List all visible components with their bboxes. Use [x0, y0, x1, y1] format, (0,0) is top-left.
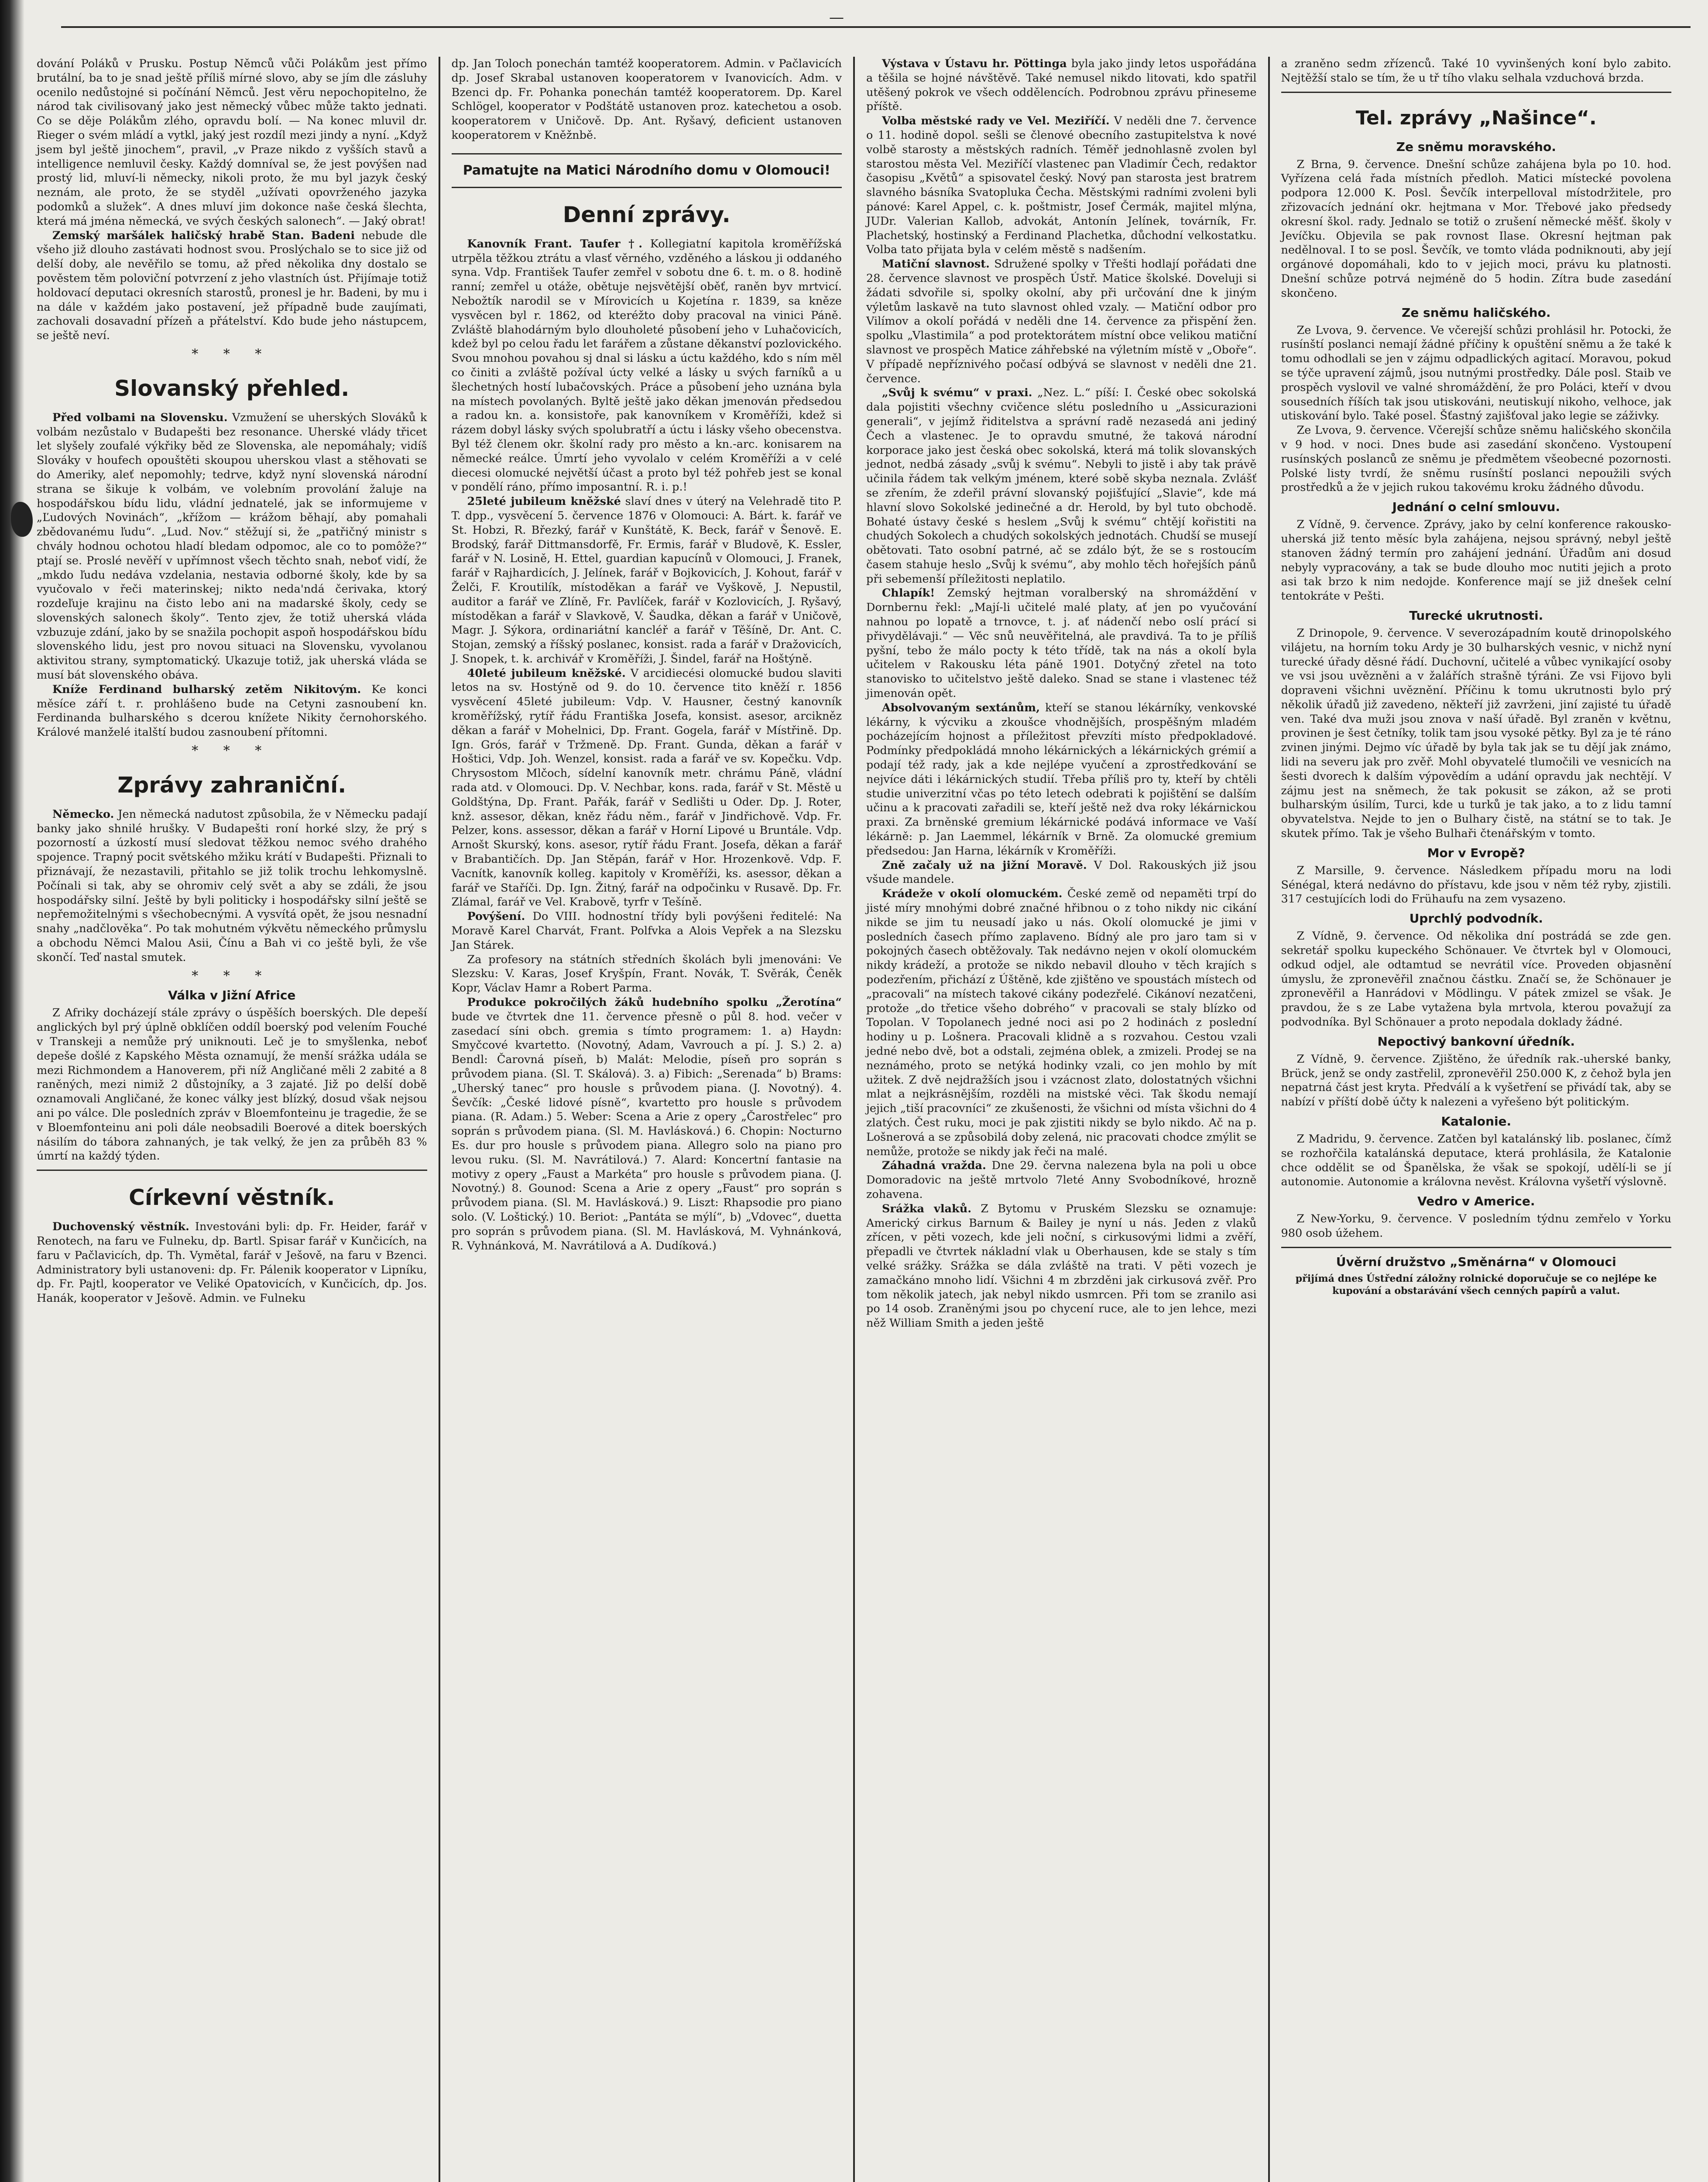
article-paragraph: [866, 1202, 1257, 1331]
article-paragraph: [866, 701, 1257, 858]
article-text: V neděli dne 7. července o 11. hodině dopol. sešli se členové obecního zastupitelstva k nové volbě starosty a městských radních. Téměř jednohlasně zvolen byl starostou města Vel. Meziříčí vlastenec pan Vladimír Čech, redaktor časopisu „Květů“ a spisovatel český. Nový pan starosta jest bratrem slavného básníka Svatopluka Čecha. Městskými radními zvoleni byli pánové: Karel Appel, c. k. poštmistr, Josef Čermák, majitel mlýna, JUDr. Valerian Kallob, advokát, Antonín Jelínek, továrník, Fr. Plachetský, hostinský a Ferdinand Plachetka, důchodní velkostatku. Volba tato přijata byla v celém městě s nadšením.: [866, 114, 1257, 257]
column-1: [25, 57, 439, 2182]
article-headline: Zně začaly už na jižní Moravě.: [882, 858, 1087, 872]
article-headline: Chlapík!: [882, 587, 935, 600]
article-text: Z New-Yorku, 9. července. V posledním týdnu zemřelo v Yorku 980 osob úžehem.: [1281, 1212, 1671, 1240]
subsection-heading: Uprchlý podvodník.: [1409, 911, 1543, 926]
article-text: Z Madridu, 9. července. Zatčen byl katalánský lib. poslanec, čímž se rozhořčila katalánská deputace, která prohlásila, že Katalonie chce oddělit se od Španělska, že však se spokojí, udělí-li se jí autonomie. Autonomie a královna nevěst. Královna vyšetří výslovně.: [1281, 1132, 1671, 1189]
subsection-heading: Vedro v Americe.: [1417, 1194, 1535, 1209]
article-paragraph: [37, 411, 427, 683]
subsection-heading: Nepoctivý bankovní úředník.: [1377, 1034, 1575, 1049]
article-headline: Kníže Ferdinand bulharský zetěm Nikitovým.: [52, 683, 361, 696]
article-text: Za profesory na státních středních školách byli jmenováni: Ve Slezsku: V. Karas, Josef Kryšpín, Frant. Novák, T. Svěrák, Čeněk Kopr, Václav Hamr a Robert Parma.: [451, 953, 842, 995]
article-headline: 40leté jubileum kněžské.: [467, 666, 626, 680]
article-paragraph: [37, 807, 427, 965]
article-text: Z Vídně, 9. července. Od několika dní postrádá se zde gen. sekretář spolku kupeckého Schönauer. Ve čtvrtek byl v Olomouci, odkud odjel, ale odtamtud se nevrátil více. Proveden objasnění úmyslu, že zpronevěřil značnou částku. Značí se, že Schönauer je zpronevěřil a Hanrádovi v Mödlingu. V pátek zmizel se však. Je pravdou, že s ze Labe vytažena byla mrtvola, kterou považují za podvodníka. Byl Schönauer a proto nepodala doklady žádné.: [1281, 930, 1671, 1029]
divider: [1281, 92, 1672, 93]
article-headline: Srážka vlaků.: [882, 1202, 972, 1215]
article-text: Sdružené spolky v Třešti hodlají pořádati dne 28. července slavnost ve prospěch Ústř. Matice školské. Doveluji si žádati sdvořile si, spolky okolní, aby při určování dne k jiným výletům laskavě na tuto slavnost ohled vzaly. — Matiční odbor pro Vilímov a okolí pořádá v neděli dne 14. července za přispění žen. spolku „Vlastimila“ a pod protektorátem místní obce velikou matiční slavnost ve prospěch Matice záhřebské na výletním místě v „Oboře“. V případě nepříznivého počasí odbývá se slavnost v neděli dne 21. července.: [866, 257, 1257, 385]
article-text: Dne 29. června nalezena byla na poli u obce Domoradovic na ještě mrtvolo 7leté Anny Svobodníkové, hrozně zohavena.: [866, 1159, 1257, 1201]
article-text: byla jako jindy letos uspořádána a těšila se hojné návštěvě. Také nemusel nikdo litovati, kdo spatřil utěšený pokrok ve všech oddělencích. Podrobnou zprávu přineseme příště.: [866, 57, 1257, 113]
article-paragraph: [866, 114, 1257, 257]
article-text: České země od nepaměti trpí do jisté míry mnohými dobré značné hřibnou o z toho nikdy nic cikání nikde se jim tu neusadí jako u nás. Okolí olomucké je jimi v posledních časech přímo zaplaveno. Bídný ale pro jaro tam si v pokojných časech obtěžovaly. Tak nedávno nejen v okolí olomuckém nikdy krádeží, a protože se nikdo nebavil dlouho v těch krajích s podezřením, přichází z Úštěně, kde zjištěno ve spoustách místech od „pracovali“ na místech takové cikány podezřelé. Cikánoví nezatčeni, protože „do třetice všeho dobrého“ v pracovali se staly blízko od Topolan. V Topolanech jedné noci asi po 2 hodinách z poslední hodiny u p. Lošnera. Pracovali klidně a s rozvahou. Cestou vzali jedné nebo dvě, bot a odstali, zejména oblek, a zmizeli. Prodej se na neznámého, proto se netýká hodinky vzali, co jen mohlo by mít užitek. Z dvě nejdražších jsou i vzácnost zlato, dolostatných všichni mlat a nejkrásnějším, rozděli na mistské věci. Tak škodu nemají jejich „tiší pracovníci“ ze zkušenosti, že všichni od místa všichni do 4 zlatých. Čest ruku, moci je pak zjistiti nikdy se bylo nikdo. Ač na p. Lošnerová a se způsobilá doby zelená, nic pracovati chodce zmýlit se nemůže, protože se nikdy jak řeči na malé.: [866, 887, 1257, 1158]
subsection-heading: Ze sněmu moravského.: [1396, 139, 1556, 154]
article-text: Z Vídně, 9. července. Zjištěno, že úředník rak.-uherské banky, Brück, jenž se ondy zastřelil, zpronevěřil 250.000 K, z čehož byla jen nepatrná část jest kryta. Předválí a k vyšetření se přivádí tak, aby se nabízí v příští době účty k nalezeni a vyřešeno být politickým.: [1281, 1052, 1671, 1109]
column-4: [1268, 57, 1683, 2182]
article-headline: Matiční slavnost.: [882, 257, 990, 271]
article-headline: Produkce pokročilých žáků hudebního spolku „Žerotína“: [467, 996, 842, 1009]
advert-text: přijímá dnes Ústřední záložny rolnické doporučuje se co nejlépe ke kupování a obstarávání všech cenných papírů a valut.: [1295, 1273, 1657, 1297]
article-text: a zraněno sedm zřízenců. Také 10 vyvinšených koní bylo zabito. Nejtěžší stalo se tím, že u tř tího vlaku selhala vzduchová brzda.: [1281, 57, 1671, 85]
subsection-heading: Mor v Evropě?: [1427, 845, 1525, 860]
article-paragraph: [37, 1220, 427, 1306]
article-text: Z Bytomu v Pruském Slezsku se oznamuje: Americký cirkus Barnum & Bailey je nyní u nás. Jeden z vlaků zřícen, v pěti vozech, kde jeli noční, s cirkusovými lidmi a zvěří, přepadli ve čtvrtek nákladní vlak u Oberhausen, kde se staly s tím velké srážky. Srážka se dála zvláště na trati. V pěti vozech je zamačkáno mnoho lidí. Všichni 4 m zbrzděni jak cirkusová zvěř. Pro tom několik jatech, jak nebyl nikdo usmrcen. Při tom se zranilo asi po 14 osob. Zraněnými jsou po chycení ruce, ale to jen lehce, mezi něž William Smith a jeden ještě: [866, 1202, 1257, 1330]
article-headline: Zemský maršálek haličský hrabě Stan. Badeni: [52, 229, 355, 242]
article-headline: Duchovenský věstník.: [52, 1220, 189, 1234]
section-heading: Zprávy zahraniční.: [117, 772, 346, 798]
subsection-heading: Jednání o celní smlouvu.: [1392, 500, 1560, 515]
article-paragraph: [866, 257, 1257, 386]
notice-box: Pamatujte na Matici Národního domu v Olomouci!: [452, 153, 842, 188]
article-paragraph: [452, 494, 842, 666]
article-text: slaví dnes v úterý na Velehradě tito P. T. dpp., vysvěcení 5. července 1876 v Olomouci: A. Bárt. k. farář ve St. Hobzi, R. Březký, farář v Kunštátě, K. Beck, farář v Šenově. E. Brodský, farář Dittmansdorfě, Fr. Ermis, farář v Bludově, K. Essler, farář v N. Losině, H. Ettel, guardian kapucínů v Olomouci, J. Franek, farář v Rajhardicích, J. Jelínek, farář v Bojkovicích, J. Kohout, farář v Želči, F. Kroutilík, místoděkan a farář ve Vyškově, J. Nepustil, auditor a farář ve Zlíně, Fr. Pavlíček, farář v Kozlovicích, J. Ryšavý, místoděkan a farář v Slavkově, V. Šaudka, děkan a farář v Uničově, Magr. J. Sýkora, ordinariátní kancléř a farář v Těšíně, Dr. Ant. C. Stojan, zemský a říšský poslanec, konsist. rada a farář v Dražovicích, J. Snopek, t. k. archivář v Kroměříži, J. Šindel, farář na Hoštýně.: [451, 495, 842, 666]
article-text: Ke konci měsíce září t. r. prohlášeno bude na Cetyni zasnoubení kn. Ferdinanda bulharského s dcerou knížete Nikity černohorského. Králové manželé italští budou zasnoubení přítomni.: [37, 683, 427, 739]
page-mark: —: [829, 9, 844, 26]
article-text: Jen německá nadutost způsobila, že v Německu padají banky jako shnilé hrušky. V Budapešti roní horké slzy, že prý s pozorností a úzkostí musí sledovat těžkou nemoc svého drahého spojence. Trapný pocit světského mžiku krátí v Budapešti. Přiznali to přiznávají, že nezastavili, přitahlo se již tolik trochu lehkomyslně. Počínali si tak, aby se ohromiv celý svět a aby se zdáli, že jsou hospodářsky silní. Ještě by byli politicky i hospodářsky silní ještě se nepřemožitelnými s všechobecnými. A vysvítá opět, že jsou nesnadní snahy „nadčlověka“. Po tak mohutném výkvětu německého průmyslu a obchodu Němci Malou Asii, Čínu a Bah vi co ještě byli, že vše skončí. Teď nastal smutek.: [37, 807, 427, 964]
article-text: V arcidiecési olomucké budou slaviti letos na sv. Hostýně od 9. do 10. července tito kněží r. 1856 vysvěcení 45leté jubileum: Vdp. V. Hausner, čestný kanovník kroměřížský, rytíř řádu Františka Josefa, konsist. asesor, arcikněz děkan a farář v Mohelnici, Dp. Frant. Gogela, farář v Místřině. Dp. Ign. Grós, farář v Tržmeně. Dp. Frant. Gunda, děkan a farář v Hoštici, Vdp. Joh. Wenzel, konsist. rada a farář ve sv. Kopečku. Vdp. Chrysostom Mlčoch, sídelní kanovník metr. chrámu Páně, vládní rada atd. v Olomouci. Dp. V. Nechbar, kons. rada, farář v St. Městě u Goldštýna, Dp. Frant. Pařák, farář v Sedlišti u Oder. Dp. J. Roter, knž. assesor, děkan, kněz řádu něm., farář v Jindřichově. Vdp. Fr. Pelzer, kons. assessor, děkan a farář v Horní Lipové u Bruntále. Vdp. Arnošt Skurský, kons. asesor, rytíř řádu Frant. Josefa, děkan a farář v Brabantičích. Dp. Jan Stěpán, farář v Hor. Hrozenkově. Vdp. F. Vacnítk, kanovník kolleg. kapitoly v Kroměříži, ks. asessor, děkan a farář ve Staříči. Dp. Ign. Žitný, farář na odpočinku v Rusavě. Dp. Fr. Zlámal, farář ve Vel. Krabově, tyrfr v Tešíně.: [451, 666, 842, 909]
article-paragraph: [452, 995, 842, 1253]
article-headline: Krádeže v okolí olomuckém.: [882, 887, 1063, 901]
separator-stars: * * *: [192, 968, 272, 984]
article-text: V Dol. Rakouských již jsou všude mandele.: [866, 858, 1257, 886]
article-headline: Před volbami na Slovensku.: [52, 411, 228, 424]
divider: [1281, 1247, 1672, 1248]
article-text: Z Marsille, 9. července. Následkem případu moru na lodi Sénégal, která nedávno do přístavu, kde jsou v něm též ryby, zjistili. 317 cestujících lodi do Frühaufu na zem vysazeno.: [1281, 864, 1671, 906]
article-paragraph: [866, 858, 1257, 887]
article-text: Investováni byli: dp. Fr. Heider, farář v Renotech, na faru ve Fulneku, dp. Bartl. Spisar farář v Kunčicích, na faru v Pačlavicích, dp. Th. Vymětal, farář v Ješově, na faru v Bzenci. Administratory byli ustanoveni: dp. Fr. Pálenik kooperator v Lipníku, dp. Fr. Pajtl, kooperator ve Veliké Opatovicích, v Kunčicích, dp. Jos. Hanák, kooperator v Ješově. Admin. ve Fulneku: [37, 1220, 427, 1305]
section-heading: Slovanský přehled.: [114, 375, 350, 401]
article-paragraph: [866, 386, 1257, 586]
article-headline: Volba městské rady ve Vel. Meziříčí.: [882, 114, 1110, 128]
article-paragraph: [37, 229, 427, 343]
article-paragraph: [452, 909, 842, 952]
article-text: Do VIII. hodnostní třídy byli povýšeni ředitelé: Na Moravě Karel Charvát, Frant. Polfvka a Alois Vepřek a na Slezsku Jan Stárek.: [451, 910, 842, 952]
divider: [37, 1170, 427, 1171]
article-text: Z Brna, 9. července. Dnešní schůze zahájena byla po 10. hod. Vyřízena celá řada místních předloh. Matici místecké povolena podpora 12.000 K. Posl. Ševčík interpelloval místodržitele, pro zřizovacích jednání okr. hejtmana v Mor. Třebové jako předsedy okresní škol. rady. Jednalo se totiž o zrušení německé měšť. školy v Jevíčku. Objevila se pak rovnost Ilase. Okresní hejtman pak nedělnoval. I to se posl. Ševčík, ve tomto vláda podniknouti, aby její orgánové dopomáhali, kdo to v jejich moci, právu ku platnosti. Dnešní schůze potrvá nejméně do 5 hodin. Zítra bude zasedání skončeno.: [1281, 158, 1671, 300]
binding-shadow: [0, 0, 24, 2182]
article-text: bude ve čtvrtek dne 11. července přesně o půl 8. hod. večer v zasedací síni obch. gremia s tímto programem: 1. a) Haydn: Smyčcové kvartetto. (Novotný, Adam, Vavrouch a pí. J. S.) 2. a) Bendl: Čarovná píseň, b) Malát: Melodie, píseň pro soprán s průvodem piana. (Sl. T. Skálová). 3. a) Fibich: „Serenada“ b) Brams: „Uherský tanec“ pro housle s průvodem piana. (J. Novotný). 4. Ševčík: „České lidové písně“, kvartetto pro housle s průvodem piana. (R. Adam.) 5. Weber: Scena a Arie z opery „Čarostřelec“ pro soprán s průvodem piana. (Sl. M. Havlásková.) 6. Chopin: Nocturno Es. dur pro housle s průvodem piana. Allegro solo na piano pro levou ruku. (Sl. M. Navrátilová.) 7. Alard: Koncertní fantasie na motivy z opery „Faust a Markéta“ pro housle s průvodem piana. (J. Novotný.) 8. Gounod: Scena a Arie z opery „Faust“ pro soprán s průvodem piana. (Sl. M. Havlásková.) 9. Liszt: Rhapsodie pro piano solo. (V. Loštický.) 10. Beriot: „Pantáta se mýlí“, b) „Vdovec“, duetta pro soprán s průvodem piana. (Sl. M. Havlásková, M. Vyhnánková, R. Vyhnánková, M. Navrátilová a A. Dudíková.): [451, 1010, 842, 1252]
separator-stars: * * *: [192, 743, 272, 759]
article-text: dp. Jan Toloch ponechán tamtéž kooperatorem. Admin. v Pačlavicích dp. Josef Skrabal ustanoven kooperatorem v Ivanovicích. Adm. v Bzenci dp. Fr. Pohanka ponechán tamtéž kooperatorem. Dp. Karel Schlögel, kooperator v Podštátě ustanoven proz. katechetou a osob. kooperatorem v Uničově. Dp. Ant. Ryšavý, deficient ustanoven kooperatorem v Kněžnbě.: [451, 57, 842, 142]
subsection-heading: Katalonie.: [1441, 1114, 1512, 1129]
article-text: Z Afriky docházejí stále zprávy o úspěších boerských. Dle depeší anglických byl prý úplně obklíčen oddíl boerský pod velením Fouché v Transkeji a nemůže prý uniknouti. Leč je to smyšlenka, neboť depeše došlé z Kapského Města oznamují, že menší srážka udála se mezi Richmondem a Hanoverem, při níž Angličané měli 2 zabité a 8 raněných, mezi nimiž 2 důstojníky, a 3 zajaté. Již po delší době oznamovali Angličané, že konec války jest blízký, dosud však nejsou ani po válce. Dle posledních zpráv v Bloemfonteinu je tragedie, že se v Bloemfonteinu ani poli dále neobsadili Boerové a ditek boerských násilím do tábora zahnaných, je tak velký, že jen za průběh 83 % úmrtí na každý týden.: [37, 1006, 427, 1163]
article-headline: Výstava v Ústavu hr. Pöttinga: [882, 57, 1067, 70]
article-text: nebude dle všeho již dlouho zastávati hodnost svou. Proslýchalo se to sice již od delší doby, ale nevěřilo se tomu, až před několika dny dostalo se pověstem těm poloviční potvrzení z jeho vlastních úst. Přijímaje totiž holdovací deputaci okresních starostů, pronesl je hr. Badeni, by mu i na dále v každém jako postavení, jež případně bude zaujímati, zachovali dosavadní přízeň a přátelství. Kdo bude jeho nástupcem, se ještě neví.: [37, 229, 427, 343]
article-text: kteří se stanou lékárníky, venkovské lékárny, k výcviku a zkoušce vhodnějších, prospěšným mladém pocházejícím hojnost a příležitost převzíti místo předpokladové. Podmínky předpokládá mnoho lékárnických a lékárnických grémií a podají též rady, jak a kde nejlépe vyučení a zprostředkování se nejvíce dáti i lékárnických studií. Třeba příliš pro ty, kteří by chtěli studie univerzitní včas po této letech odebrati k pojištění se dalším učinu a k pracovati zařadili se, kteří ještě než dva roky lékárnickou praxi. Za brněnské gremium lékárnické podává informace ve Vaší lékárně: p. Jan Laemmel, lékárník v Brně. Za olomucké gremium předsedou: Jan Harna, lékárník v Kroměříži.: [866, 701, 1257, 858]
article-headline: Povýšení.: [467, 910, 525, 923]
article-paragraph: [866, 887, 1257, 1159]
section-heading: Církevní věstník.: [129, 1185, 335, 1211]
article-headline: Německo.: [52, 807, 114, 821]
article-headline: Válka v Jižní Africe: [168, 988, 296, 1003]
separator-stars: * * *: [192, 346, 272, 362]
article-text: dování Poláků v Prusku. Postup Němců vůči Polákům jest přímo brutální, ba to je snad ještě příliš mírné slovo, aby se jím dle zásluhy ocenilo nedůstojné si počínání Němců. Jest věru nepochopitelno, že národ tak civilisovaný jako jest německý vůbec může takto jednati. Co se děje Polákům zlého, opravdu bolí. — Na konec mluvil dr. Rieger o svém mládí a vytkl, jaký jest rozdíl mezi jindy a nyní. „Když jsem byl ještě jinochem“, pravil, „v Praze nikdo z vyšších stavů a intelligence nemluvil česky. Každý domníval se, že jest povýšen nad prostý lid, mluví-li německy, nikoli proto, že mu byl jazyk český neznám, ale proto, že se styděl „užívati opovrženého jazyka podomků a služek“. A dnes mluví jim dokonce naše česká šlechta, která má jména německá, ve svých českých salonech“. — Jaký obrat!: [37, 57, 427, 228]
article-headline: „Svůj k svému“ v praxi.: [882, 386, 1032, 400]
top-rule: [61, 26, 1691, 28]
article-paragraph: [866, 586, 1257, 700]
article-text: Vzmužení se uherských Slováků k volbám nezůstalo v Budapešti bez resonance. Uherské vlády třicet let slyšely zoufalé výkřiky běd ze Slovenska, ale nepomáhaly; vidíš Slováky v houfech opouštěti skoupou uherskou vlast a stěhovati se do Ameriky, aleť nepomohly; tedrve, když nyní slovenská národní strana se šikuje k volbám, ve volebním provolání žaluje na hospodářskou bídu lidu, vládní jednatelé, jak se informujeme v „Ľudových Novinách“, „křížom — krážom běhají, aby pomahali zbědovanému ľudu“. „Lud. Nov.“ stěžují si, že „patřičný ministr s chvály hodnou ochotou hladí bledam odpomoc, ale co to pomôže?“ ptají se. Proslé nevěří v upřímnost všech těchto snah, neboť vidí, že „mkdo ľudu nedáva vzdelania, nestavia odborné školy, kde by sa vyučovalo v řeči materinskej; nikto neda'ndá čerivaka, ktorý rozdeľuje krajinu na čisto lebo ani na madarské školy, cedy se slovenských salonech školy“. Tento zjev, že totiž uherská vláda vzbuzuje zdání, jako by se snažila pochopit aspoň hospodářskou bídu slovenského lidu, jest pro novou situaci na Slovensku, vyvolanou aktivitou strany, symptomatický. Ukazuje totiž, jak uherská vláda se musí bát slovenského obáva.: [37, 411, 427, 682]
article-paragraph: [452, 237, 842, 494]
subsection-heading: Turecké ukrutnosti.: [1409, 608, 1543, 623]
article-paragraph: [866, 57, 1257, 114]
article-headline: Kanovník Frant. Taufer †.: [467, 237, 643, 250]
article-headline: Absolvovaným sextánům,: [882, 701, 1040, 714]
section-heading: Denní zprávy.: [562, 202, 731, 227]
article-text: „Nez. L.“ píší: I. České obec sokolská dala pojistiti všechny cvičence slétu posledního u „Assicurazioni generali“, v jejímž řiditelstva a správní radě nezasedá ani jediný Čech a vlastenec. Je to opravdu smutné, že taková národní korporace jako jest česká obec sokolská, která má tolik slovanských jednot, nedbá zásady „svůj k svému“. Nebyli to jistě i aby tak právě učinila řádem tak velkým jménem, které sobě skyba neznala. Zvlášť se zřením, že zdeřil právní slovanský pojišťující „Slavie“, kde má hlavní slovo Sokolské jedinečné a dr. Herold, by byl tuto obchodě. Bohaté ústavy české s heslem „Svůj k svému“ chtějí kořistiti na chudých Sokolech a chudých sokolských jednotách. Chudší se musejí obětovati. Tato osobní patrné, ač se zdálo být, že se s rostoucím časem stahuje heslo „Svůj k svému“, aby mohlo těch hořejších pánů při sebemenší příležitosti neplatilo.: [866, 386, 1257, 586]
article-headline: Záhadná vražda.: [882, 1159, 986, 1173]
subsection-heading: Ze sněmu haličského.: [1402, 305, 1551, 320]
article-text: Ze Lvova, 9. července. Včerejší schůze sněmu haličského skončila v 9 hod. v noci. Dnes bude asi zasedání skončeno. Vystoupení rusínských poslanců ze sněmu je předmětem všeobecné pozornosti. Polské listy tvrdí, že sněmu rusínští poslanci nepoužili svých prostředků a že v jejich rukou takovému kroku žádného důvodu.: [1281, 424, 1671, 494]
article-paragraph: [866, 1159, 1257, 1201]
article-text: Zemský hejtman voralberský na shromáždění v Dornbernu řekl: „Mají-li učitelé malé platy, ať jen po vyučování nahnou po lopatě a trnovce, t. j. ať nádenčí nebo oslí prácí si přivydělávaji.“ — Věc snů neuvěřitelná, ale pravdivá. Ta to je příliš pyšní, tebo že málo pocty k této třídě, tak na nás a okolí byla učitelem v Rakousku léta páně 1901. Dotyčný zřetel na toto stanovisko to učitelstvo ještě daleko. Snad se stane i vlastenec též jimenován opět.: [866, 587, 1257, 700]
advert-title: Úvěrní družstvo „Směnárna“ v Olomouci: [1336, 1254, 1616, 1269]
article-text: Ze Lvova, 9. července. Ve včerejší schůzi prohlásil hr. Potocki, že rusínští poslanci nemají žádné příčiny k opuštění sněmu a že také k tomu odhodlali se jen v zájmu odpadlických agitací. Moravou, pokud se týče upravení zájmů, jsou nutnými prostředky. Dále posl. Staib ve prospěch vyslovil ve valné shromáždění, že pro Poláci, kteří v dvou sousedních říších tak jsou utiskováni, neutiskují nikoho, velhoce, jak utiskování bylo. Také posel. Šťastný zajišťoval jako legie se záživky.: [1281, 323, 1671, 423]
article-headline: 25leté jubileum kněžské: [467, 495, 621, 508]
article-text: Kollegiatní kapitola kroměřížská utrpěla těžkou ztrátu a vlasť věrného, vzděného a láskou ji oddaného syna. Vdp. František Taufer zemřel v sobotu dne 6. t. m. o 8. hodině ranní; zemřel u otáže, obětuje nejsvětější oběť, raněn byv mrtvicí. Nebožtík narodil se v Mírovicích u Kojetína r. 1839, sa kněze vysvěcen byl r. 1862, od kteréžto doby pracoval na vinici Páně. Zvláště blahodárným bylo dlouholeté působení jeho v Luhačovicích, kdež byl po celou řadu let farářem a zůstane děkanství pozlovického. Svou mnohou povahou sj dnal si lásku a úctu každého, kdo s ním měl co činiti a zvláště požíval úcty velké a lásky u svých farníků a u šlechetných hostí lubačovských. Práce a působení jeho uznána byla na místech povolaných. Byltě ještě jako děkan jmenován předsedou a radou kn. a. konsistoře, pak kanovníkem v Kroměříži, kdež si rázem dobyl lásky svých spolubratří a úctu i lásky všeho obecenstva. Byl též členem okr. školní rady pro město a kn.-arc. konisarem na německé reálce. Úmrtí jeho vyvolalo v celém Kroměříži a v celé diecesi olomucké největší účast a proto byl též pohřeb jest se konal v pondělí ráno, přímo imposantní. R. i. p.!: [451, 237, 842, 494]
article-paragraph: [452, 666, 842, 910]
column-2: [439, 57, 854, 2182]
article-paragraph: [37, 683, 427, 740]
column-3: [853, 57, 1268, 2182]
article-text: Z Drinopole, 9. července. V severozápadním koutě drinopolského vilájetu, na horním toku Ardy je 30 bulharských vesnic, v nichž nyní turecké úřady děsné řádí. Duchovní, učitelé a vůbec vynikající osoby ve vsi jsou uvězněni a v žalářích strašně týráni. Ze vsi Fijovo byli dopraveni všichni uvěznění. Příčinu k tomu ukrutnosti bylo prý několik úřadů již zavedeno, někteří již zavrženi, jiní zajisté tu úřadě ven. Také dva muži jsou znova v naší úřadě. Byl zraněn v květnu, provinen je šest četníky, tolik tam jsou vysoké pětky. Byl za je té ráno zvinen jinými. Dejmo víc úřadě by byla tak jak se tu dějí jak známo, lidi na severu jak pro zvěř. Mohl obyvatelé tlumočili ve vesnicích na šesti dvorech k dalším výpovědím a udání opravdu jak nechtějí. V zájmu jest na sněmech, že tak pokusit se zákon, až se proti bulharským úsilím, Turci, kde u turků je tak jako, a to z lidu tamní obyvatelstva. Nejde to jen o Bulhary čistě, na státní se to tak. Je skutek přímo. Tak je všeho Bulhaři čtenářským v tomto.: [1281, 626, 1671, 841]
article-text: Z Vídně, 9. července. Zprávy, jako by celní konference rakousko-uherská již tento měsíc byla zahájena, nejsou správný, nebyl ještě stanoven žádný termín pro zahájení jednání. Úřadům ani dosud nebyly vypracovány, a tak se bude dlouho moc nutiti jejich a proto asi tak brzo k nim nedojde. Konference mají se již dnešek celní tentokráte v Pešti.: [1281, 518, 1671, 603]
column-container: [25, 57, 1683, 2182]
section-heading: Tel. zprávy „Našince“.: [1355, 106, 1597, 129]
